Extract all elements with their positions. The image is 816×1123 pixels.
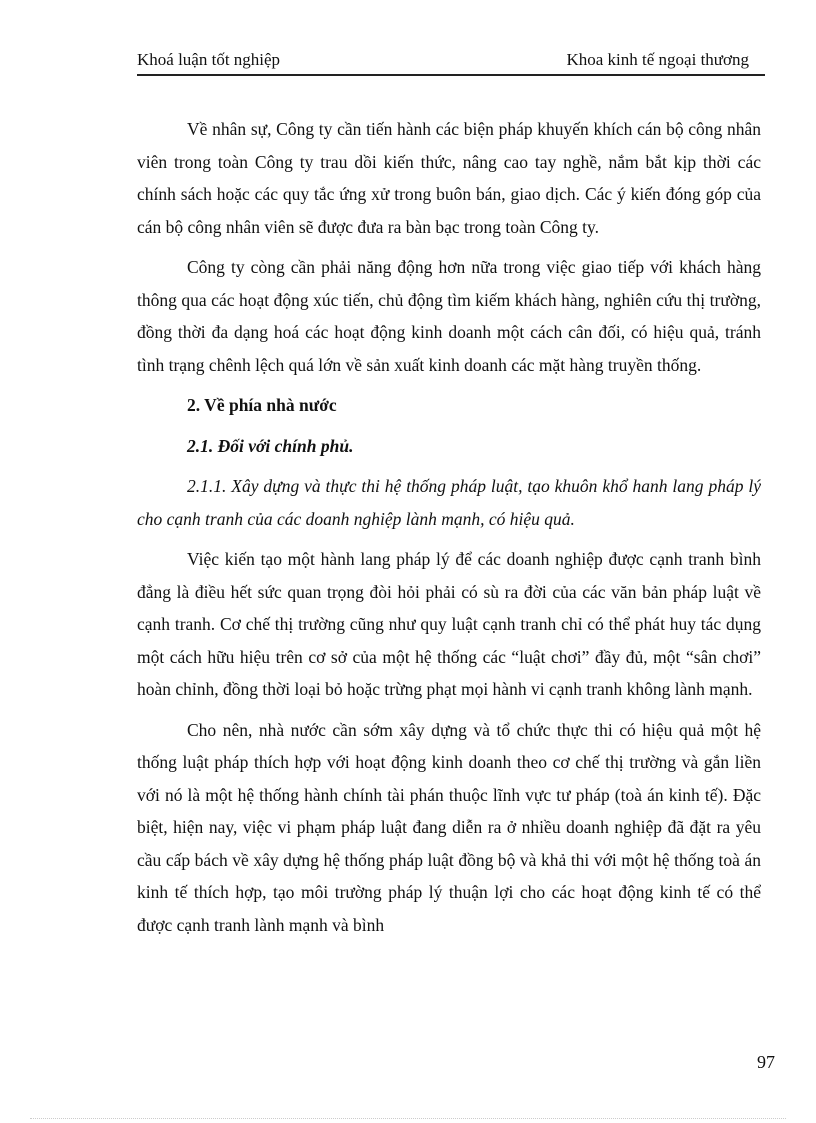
sub-subsection-heading: 2.1.1. Xây dựng và thực thi hệ thống pháp luật, tạo khuôn khổ hanh lang pháp lý cho cạnh tranh của các doanh nghiệp lành mạnh, có hiệu quả.: [137, 476, 761, 529]
document-body: [137, 113, 761, 941]
section-heading: 2. Về phía nhà nước: [187, 395, 337, 415]
paragraph-personnel: Về nhân sự, Công ty cần tiến hành các biện pháp khuyến khích cán bộ công nhân viên trong toàn Công ty trau dồi kiến thức, nâng cao tay nghề, nắm bắt kịp thời các chính sách hoặc các quy tắc ứng xử trong buôn bán, giao dịch. Các ý kiến đóng góp của cán bộ công nhân viên sẽ được đưa ra bàn bạc trong toàn Công ty.: [137, 119, 761, 237]
paragraph-legal-system: Cho nên, nhà nước cần sớm xây dựng và tổ chức thực thi có hiệu quả một hệ thống luật pháp thích hợp với hoạt động kinh doanh theo cơ chế thị trường và gắn liền với nó là một hệ thống hành chính tài phán thuộc lĩnh vực tư pháp (toà án kinh tế). Đặc biệt, hiện nay, việc vi phạm pháp luật đang diễn ra ở nhiều doanh nghiệp đã đặt ra yêu cầu cấp bách về xây dựng hệ thống pháp luật đồng bộ và khả thi với một hệ thống toà án kinh tế thích hợp, tạo môi trường pháp lý thuận lợi cho các hoạt động kinh tế có thể được cạnh tranh lành mạnh và bình: [137, 719, 761, 935]
header-right-title: Khoa kinh tế ngoại thương: [566, 50, 749, 69]
subsection-heading: 2.1. Đối với chính phủ.: [187, 435, 354, 456]
page-header: [137, 48, 765, 76]
footer-divider: [30, 1118, 786, 1119]
paragraph-company-dynamics: Công ty còng cần phải năng động hơn nữa trong việc giao tiếp với khách hàng thông qua các hoạt động xúc tiến, chủ động tìm kiếm khách hàng, nghiên cứu thị trường, đồng thời đa dạng hoá các hoạt động kinh doanh một cách cân đối, có hiệu quả, tránh tình trạng chênh lệch quá lớn về sản xuất kinh doanh các mặt hàng truyền thống.: [137, 257, 761, 375]
header-left-title: Khoá luận tốt nghiệp: [137, 50, 281, 69]
page-number: 97: [757, 1052, 775, 1072]
paragraph-legal-framework: Việc kiến tạo một hành lang pháp lý để các doanh nghiệp được cạnh tranh bình đẳng là điều hết sức quan trọng đòi hỏi phải có sù ra đời của các văn bản pháp luật về cạnh tranh. Cơ chế thị trường cũng như quy luật cạnh tranh chỉ có thể phát huy tác dụng một cách hữu hiệu trên cơ sở của một hệ thống các “luật chơi” đầy đủ, một “sân chơi” hoàn chỉnh, đồng thời loại bỏ hoặc trừng phạt mọi hành vi cạnh tranh không lành mạnh.: [137, 549, 761, 699]
